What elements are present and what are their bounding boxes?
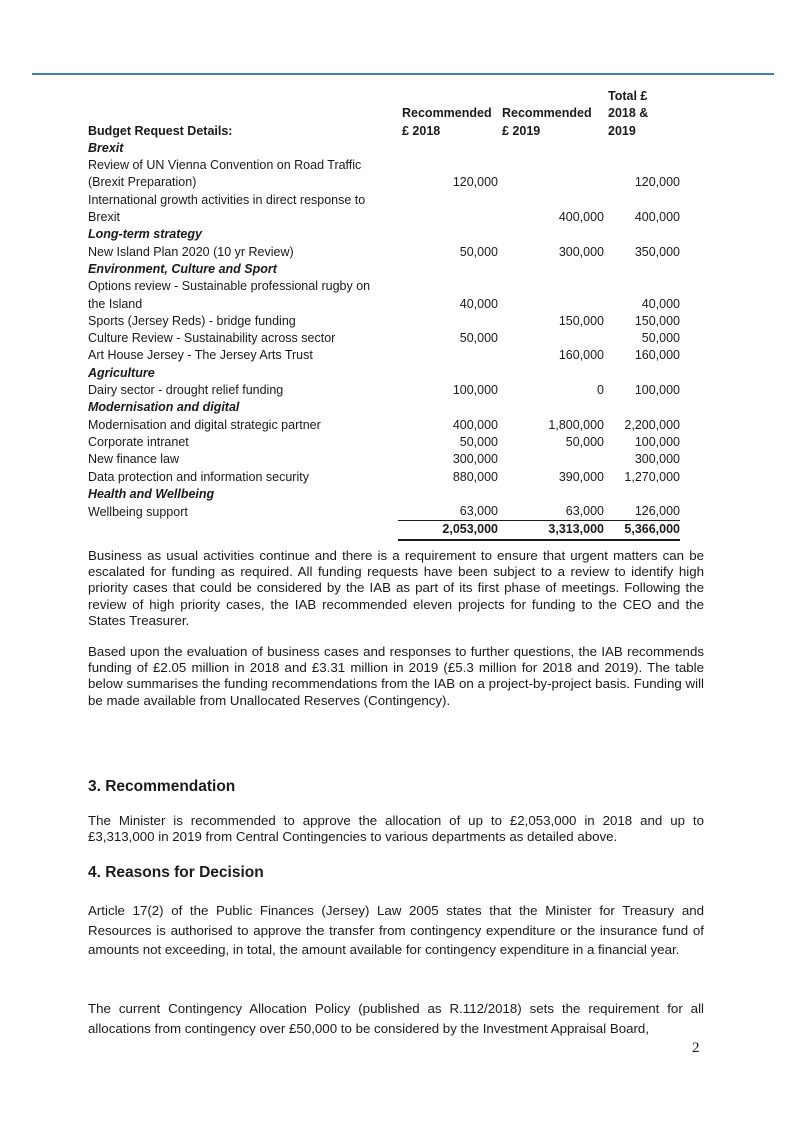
item-label: Sports (Jersey Reds) - bridge funding bbox=[88, 313, 296, 328]
empty-cell bbox=[498, 261, 604, 278]
empty-cell bbox=[398, 399, 498, 416]
table-header-row bbox=[88, 88, 680, 140]
amount-total: 100,000 bbox=[634, 383, 680, 398]
item-label: New Island Plan 2020 (10 yr Review) bbox=[88, 244, 294, 259]
section-label: Long-term strategy bbox=[88, 227, 202, 242]
empty-cell bbox=[604, 278, 680, 295]
item-label: Dairy sector - drought relief funding bbox=[88, 383, 284, 398]
amount-2019: 160,000 bbox=[558, 348, 604, 363]
amount-total: 150,000 bbox=[634, 313, 680, 328]
table-row bbox=[88, 382, 680, 399]
table-row bbox=[88, 296, 680, 313]
totals-row bbox=[88, 521, 680, 540]
amount-total: 400,000 bbox=[634, 210, 680, 225]
paragraph-business-as-usual: Business as usual activities continue and there is a requirement to ensure that urgent matters can be escalated for funding as required. All funding requests have been subject to a review to identify high priority cases that could be considered by the IAB as part of its first phase of meetings. Following the review of high priority cases, the IAB recommended eleven projects for funding to the CEO and the States Treasurer. bbox=[88, 548, 704, 628]
paragraph-recommendation: The Minister is recommended to approve the allocation of up to £2,053,000 in 2018 and up to £3,313,000 in 2019 from Central Contingencies to various departments as detailed above. bbox=[88, 813, 704, 845]
paragraph-article-17: Article 17(2) of the Public Finances (Jersey) Law 2005 states that the Minister for Treasury and Resources is authorised to approve the transfer from contingency expenditure or the insurance fund of amounts not exceeding, in total, the amount available for contingency expenditure in a financial year. bbox=[88, 903, 704, 957]
table-row bbox=[88, 313, 680, 330]
empty-cell bbox=[604, 192, 680, 209]
amount-2018: 400,000 bbox=[452, 417, 498, 432]
empty-cell bbox=[498, 192, 604, 209]
empty-cell bbox=[398, 278, 498, 295]
section-label: Agriculture bbox=[88, 365, 155, 380]
item-label: Corporate intranet bbox=[88, 434, 189, 449]
empty-cell bbox=[498, 365, 604, 382]
amount-2019: 0 bbox=[597, 383, 604, 398]
amount-total: 120,000 bbox=[634, 175, 680, 190]
table-row bbox=[88, 209, 680, 226]
amount-total: 100,000 bbox=[634, 434, 680, 449]
table-row bbox=[88, 434, 680, 451]
empty-cell bbox=[604, 261, 680, 278]
amount-2019: 50,000 bbox=[565, 434, 604, 449]
empty-cell bbox=[498, 226, 604, 243]
empty-cell bbox=[398, 192, 498, 209]
amount-2019: 390,000 bbox=[558, 469, 604, 484]
item-label: Options review - Sustainable professional rugby on bbox=[88, 279, 371, 294]
item-label-row bbox=[88, 157, 680, 174]
amount-2018: 50,000 bbox=[459, 244, 498, 259]
empty-cell bbox=[398, 140, 498, 157]
amount-2018: 50,000 bbox=[459, 434, 498, 449]
amount-2019 bbox=[498, 330, 604, 347]
section-header-row bbox=[88, 140, 680, 157]
table-row bbox=[88, 451, 680, 468]
amount-2018: 120,000 bbox=[452, 175, 498, 190]
amount-2019 bbox=[498, 296, 604, 313]
table-row bbox=[88, 244, 680, 261]
section-label: Brexit bbox=[88, 140, 124, 155]
amount-2018: 63,000 bbox=[398, 503, 498, 521]
amount-2019: 150,000 bbox=[558, 313, 604, 328]
empty-cell bbox=[604, 365, 680, 382]
empty-cell bbox=[398, 365, 498, 382]
empty-cell bbox=[398, 226, 498, 243]
item-label: Art House Jersey - The Jersey Arts Trust bbox=[88, 348, 313, 363]
empty-cell bbox=[498, 486, 604, 503]
item-label-row bbox=[88, 278, 680, 295]
table-row bbox=[88, 469, 680, 486]
item-label: Culture Review - Sustainability across sector bbox=[88, 331, 336, 346]
header-total: Total £ 2018 & 2019 bbox=[608, 89, 649, 138]
paragraph-iab-recommends: Based upon the evaluation of business cases and responses to further questions, the IAB recommends funding of £2.05 million in 2018 and £3.31 million in 2019 (£5.3 million for 2018 and 2019). The table below summarises the funding recommendations from the IAB on a project-by-project basis. Funding will be made available from Unallocated Reserves (Contingency). bbox=[88, 644, 704, 708]
amount-2018: 100,000 bbox=[452, 383, 498, 398]
section-label: Health and Wellbeing bbox=[88, 486, 215, 501]
header-2018: Recommended £ 2018 bbox=[402, 106, 492, 138]
empty-cell bbox=[498, 399, 604, 416]
empty-cell bbox=[604, 140, 680, 157]
amount-total: 40,000 bbox=[641, 296, 680, 311]
page-number: 2 bbox=[692, 1040, 700, 1056]
empty-cell bbox=[398, 261, 498, 278]
item-label: Data protection and information security bbox=[88, 469, 309, 484]
item-label: Review of UN Vienna Convention on Road Traffic bbox=[88, 158, 362, 173]
paragraph-contingency-policy: The current Contingency Allocation Policy (published as R.112/2018) sets the requirement for all allocations from contingency over £50,000 to be considered by the Investment Appraisal Board, bbox=[88, 1001, 704, 1036]
section-header-row bbox=[88, 261, 680, 278]
section-label: Modernisation and digital bbox=[88, 400, 240, 415]
table-row bbox=[88, 330, 680, 347]
empty-cell bbox=[498, 140, 604, 157]
table-row bbox=[88, 503, 680, 521]
table-row bbox=[88, 347, 680, 364]
section-header-row bbox=[88, 365, 680, 382]
heading-reasons-for-decision: 4. Reasons for Decision bbox=[88, 864, 264, 881]
amount-2018 bbox=[398, 313, 498, 330]
amount-2019: 63,000 bbox=[498, 503, 604, 521]
amount-total: 300,000 bbox=[634, 452, 680, 467]
amount-2018: 50,000 bbox=[459, 331, 498, 346]
heading-recommendation: 3. Recommendation bbox=[88, 778, 236, 795]
item-label: (Brexit Preparation) bbox=[88, 175, 197, 190]
amount-2018: 880,000 bbox=[452, 469, 498, 484]
empty-cell bbox=[88, 521, 398, 540]
item-label: Brexit bbox=[88, 210, 120, 225]
total-2018: 2,053,000 bbox=[398, 521, 498, 540]
table-row bbox=[88, 417, 680, 434]
section-label: Environment, Culture and Sport bbox=[88, 261, 277, 276]
grand-total: 5,366,000 bbox=[604, 521, 680, 540]
section-header-row bbox=[88, 226, 680, 243]
empty-cell bbox=[604, 399, 680, 416]
amount-total: 350,000 bbox=[634, 244, 680, 259]
amount-2019 bbox=[498, 451, 604, 468]
budget-table bbox=[88, 88, 680, 541]
empty-cell bbox=[498, 278, 604, 295]
amount-2018: 300,000 bbox=[452, 452, 498, 467]
item-label: New finance law bbox=[88, 452, 180, 467]
empty-cell bbox=[398, 486, 498, 503]
amount-total: 2,200,000 bbox=[624, 417, 680, 432]
total-2019: 3,313,000 bbox=[498, 521, 604, 540]
amount-total: 1,270,000 bbox=[624, 469, 680, 484]
item-label: the Island bbox=[88, 296, 143, 311]
table-row bbox=[88, 174, 680, 191]
amount-2019: 1,800,000 bbox=[548, 417, 604, 432]
header-label: Budget Request Details: bbox=[88, 123, 233, 138]
empty-cell bbox=[398, 157, 498, 174]
empty-cell bbox=[604, 486, 680, 503]
header-rule bbox=[32, 73, 774, 75]
amount-total: 50,000 bbox=[641, 331, 680, 346]
item-label: Wellbeing support bbox=[88, 504, 188, 519]
amount-2019 bbox=[498, 174, 604, 191]
item-label: International growth activities in direct response to bbox=[88, 192, 366, 207]
section-header-row bbox=[88, 486, 680, 503]
section-header-row bbox=[88, 399, 680, 416]
amount-2018 bbox=[398, 347, 498, 364]
empty-cell bbox=[604, 157, 680, 174]
item-label-row bbox=[88, 192, 680, 209]
empty-cell bbox=[604, 226, 680, 243]
amount-2018: 40,000 bbox=[459, 296, 498, 311]
amount-2018 bbox=[398, 209, 498, 226]
amount-2019: 300,000 bbox=[558, 244, 604, 259]
amount-total: 160,000 bbox=[634, 348, 680, 363]
amount-2019: 400,000 bbox=[558, 210, 604, 225]
empty-cell bbox=[498, 157, 604, 174]
amount-total: 126,000 bbox=[604, 503, 680, 521]
item-label: Modernisation and digital strategic partner bbox=[88, 417, 321, 432]
header-2019: Recommended £ 2019 bbox=[502, 106, 592, 138]
